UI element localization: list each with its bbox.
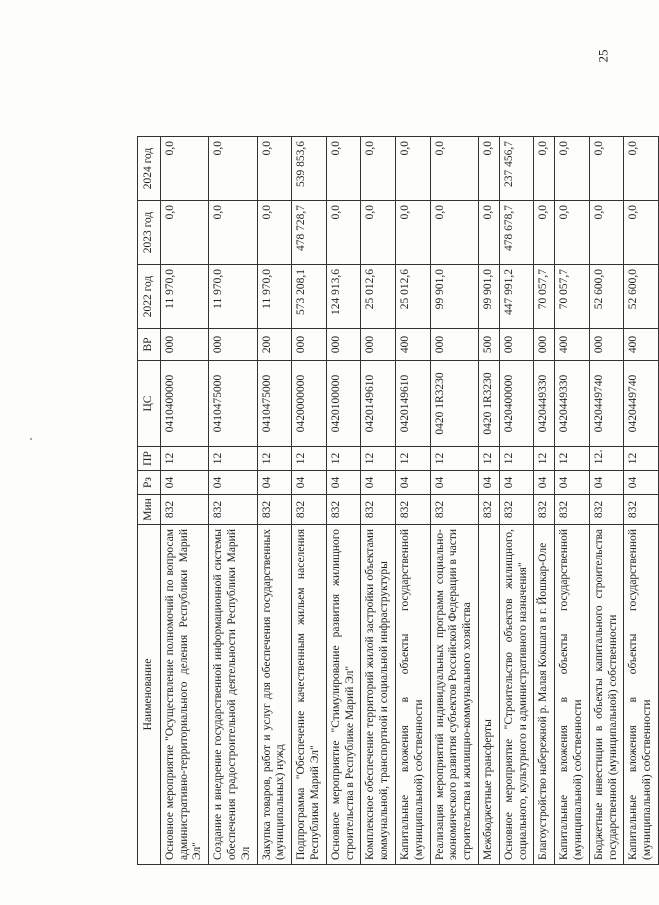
row-rz: 04 [499, 471, 534, 495]
row-cs: 0420449330 [555, 361, 590, 447]
row-2024: 0,0 [160, 137, 208, 201]
row-name: Бюджетные инвестиции в объекты капитального строительства государственной (муниципальной) собственности [589, 525, 624, 865]
row-name: Комплексное обеспечение территорий жилой застройки объектами коммунальной, транспортной и социальной инфраструктуры [361, 525, 396, 865]
row-name: Реализация мероприятий индивидуальных программ социально-экономического развития субъектов Российской Федерации в части строительства и жилищно-коммунального хозяйства [430, 525, 478, 865]
row-pr: 12 [160, 447, 208, 471]
row-2024: 0,0 [326, 137, 361, 201]
row-vr: 400 [624, 329, 659, 361]
row-rz: 04 [534, 471, 555, 495]
row-name: Закупка товаров, работ и услуг для обеспечения государственных (муниципальных) нужд [257, 525, 292, 865]
row-min: 832 [555, 495, 590, 525]
row-2022: 52 600,0 [589, 265, 624, 329]
row-vr: 000 [160, 329, 208, 361]
row-name: Основное мероприятие "Осуществление полномочий по вопросам административно-территориального деления Республики Марий Эл" [160, 525, 208, 865]
table-row [555, 137, 590, 865]
row-vr: 000 [430, 329, 478, 361]
row-min: 832 [209, 495, 257, 525]
row-cs: 0420400000 [499, 361, 534, 447]
row-cs: 0410475000 [257, 361, 292, 447]
row-rz: 04 [589, 471, 624, 495]
table-row [534, 137, 555, 865]
row-rz: 04 [361, 471, 396, 495]
row-min: 832 [292, 495, 327, 525]
row-min: 832 [326, 495, 361, 525]
header-2023: 2023 год [138, 201, 161, 265]
row-2023: 0,0 [555, 201, 590, 265]
row-2024: 0,0 [589, 137, 624, 201]
row-rz: 04 [292, 471, 327, 495]
row-cs: 0420149610 [361, 361, 396, 447]
row-2024: 0,0 [624, 137, 659, 201]
header-cs: ЦС [138, 361, 161, 447]
header-pr: ПР [138, 447, 161, 471]
table-row [499, 137, 534, 865]
row-cs: 0420449740 [624, 361, 659, 447]
row-name: Благоустройство набережной р. Малая Кокшага в г. Йошкар-Оле [534, 525, 555, 865]
row-pr: 12 [292, 447, 327, 471]
row-2023: 0,0 [589, 201, 624, 265]
row-min: 832 [478, 495, 499, 525]
row-vr: 000 [534, 329, 555, 361]
table-row [430, 137, 478, 865]
row-vr: 000 [499, 329, 534, 361]
row-pr: 12 [624, 447, 659, 471]
row-min: 832 [589, 495, 624, 525]
row-pr: 12 [361, 447, 396, 471]
row-2023: 0,0 [361, 201, 396, 265]
row-name: Создание и внедрение государственной информационной системы обеспечения градостроительной деятельности Республики Марий Эл [209, 525, 257, 865]
budget-table [137, 136, 659, 865]
header-rz: Рз [138, 471, 161, 495]
row-2022: 573 208,1 [292, 265, 327, 329]
row-min: 832 [361, 495, 396, 525]
row-2024: 539 853,6 [292, 137, 327, 201]
row-2024: 0,0 [257, 137, 292, 201]
row-cs: 0420149610 [395, 361, 430, 447]
row-cs: 0420 1R3230 [430, 361, 478, 447]
row-2023: 0,0 [209, 201, 257, 265]
row-2023: 0,0 [478, 201, 499, 265]
row-vr: 000 [361, 329, 396, 361]
row-rz: 04 [209, 471, 257, 495]
row-vr: 000 [209, 329, 257, 361]
row-pr: 12 [430, 447, 478, 471]
row-vr: 400 [395, 329, 430, 361]
row-cs: 0410400000 [160, 361, 208, 447]
row-2023: 0,0 [430, 201, 478, 265]
row-rz: 04 [160, 471, 208, 495]
row-min: 832 [395, 495, 430, 525]
row-vr: 000 [292, 329, 327, 361]
row-2024: 0,0 [430, 137, 478, 201]
row-2022: 11 970,0 [257, 265, 292, 329]
row-vr: 000 [326, 329, 361, 361]
row-vr: 000 [589, 329, 624, 361]
row-pr: 12 [555, 447, 590, 471]
row-rz: 04 [478, 471, 499, 495]
row-rz: 04 [395, 471, 430, 495]
row-2023: 478 728,7 [292, 201, 327, 265]
row-pr: 12 [257, 447, 292, 471]
header-min: Мин [138, 495, 161, 525]
row-vr: 500 [478, 329, 499, 361]
row-pr: 12 [478, 447, 499, 471]
row-2022: 25 012,6 [361, 265, 396, 329]
row-2023: 0,0 [257, 201, 292, 265]
row-min: 832 [624, 495, 659, 525]
row-2022: 447 991,2 [499, 265, 534, 329]
row-rz: 04 [326, 471, 361, 495]
row-min: 832 [160, 495, 208, 525]
row-name: Капитальные вложения в объекты государственной (муниципальной) собственности [555, 525, 590, 865]
row-2022: 25 012,6 [395, 265, 430, 329]
row-2022: 70 057,7 [534, 265, 555, 329]
row-cs: 0420100000 [326, 361, 361, 447]
row-2022: 52 600,0 [624, 265, 659, 329]
row-cs: 0420 1R3230 [478, 361, 499, 447]
row-pr: 12 [326, 447, 361, 471]
row-2023: 0,0 [326, 201, 361, 265]
row-vr: 200 [257, 329, 292, 361]
row-pr: 12 [499, 447, 534, 471]
row-2024: 0,0 [395, 137, 430, 201]
row-2024: 0,0 [534, 137, 555, 201]
row-2022: 11 970,0 [160, 265, 208, 329]
row-name: Капитальные вложения в объекты государственной (муниципальной) собственности [395, 525, 430, 865]
row-name: Капитальные вложения в объекты государственной (муниципальной) собственности [624, 525, 659, 865]
row-2022: 124 913,6 [326, 265, 361, 329]
header-2022: 2022 год [138, 265, 161, 329]
row-2024: 0,0 [361, 137, 396, 201]
row-pr: 12 [589, 447, 624, 471]
table-row [257, 137, 292, 865]
row-rz: 04 [555, 471, 590, 495]
table-row [395, 137, 430, 865]
row-2023: 0,0 [534, 201, 555, 265]
header-2024: 2024 год [138, 137, 161, 201]
table-row [160, 137, 208, 865]
table-row [209, 137, 257, 865]
row-cs: 0420000000 [292, 361, 327, 447]
row-min: 832 [430, 495, 478, 525]
row-cs: 0420449330 [534, 361, 555, 447]
table-row [292, 137, 327, 865]
row-pr: 12 [534, 447, 555, 471]
table-row [624, 137, 659, 865]
page-number: 25 [595, 49, 611, 63]
rotated-table-wrapper [137, 137, 654, 865]
row-min: 832 [534, 495, 555, 525]
row-2023: 0,0 [395, 201, 430, 265]
row-min: 832 [499, 495, 534, 525]
row-name: Межбюджетные трансферты [478, 525, 499, 865]
table-header-row [138, 137, 161, 865]
scan-speck [30, 438, 32, 440]
row-2024: 237 456,7 [499, 137, 534, 201]
row-2023: 0,0 [624, 201, 659, 265]
table-row [326, 137, 361, 865]
row-rz: 04 [624, 471, 659, 495]
row-pr: 12 [209, 447, 257, 471]
row-name: Подпрограмма "Обеспечение качественным жильем населения Республики Марий Эл" [292, 525, 327, 865]
row-rz: 04 [257, 471, 292, 495]
table-row [589, 137, 624, 865]
row-2022: 99 901,0 [430, 265, 478, 329]
row-min: 832 [257, 495, 292, 525]
header-vr: ВР [138, 329, 161, 361]
row-name: Основное мероприятие "Стимулирование развития жилищного строительства в Республике Марий Эл" [326, 525, 361, 865]
row-cs: 0410475000 [209, 361, 257, 447]
row-rz: 04 [430, 471, 478, 495]
table-row [361, 137, 396, 865]
row-name: Основное мероприятие "Строительство объектов жилищного, социального, культурного и административного назначения" [499, 525, 534, 865]
row-2023: 478 678,7 [499, 201, 534, 265]
row-cs: 0420449740 [589, 361, 624, 447]
row-2022: 11 970,0 [209, 265, 257, 329]
row-2022: 99 901,0 [478, 265, 499, 329]
table-row [478, 137, 499, 865]
row-2024: 0,0 [555, 137, 590, 201]
header-name: Наименование [138, 525, 161, 865]
row-pr: 12 [395, 447, 430, 471]
row-2024: 0,0 [478, 137, 499, 201]
row-2024: 0,0 [209, 137, 257, 201]
row-vr: 400 [555, 329, 590, 361]
row-2022: 70 057,7 [555, 265, 590, 329]
row-2023: 0,0 [160, 201, 208, 265]
